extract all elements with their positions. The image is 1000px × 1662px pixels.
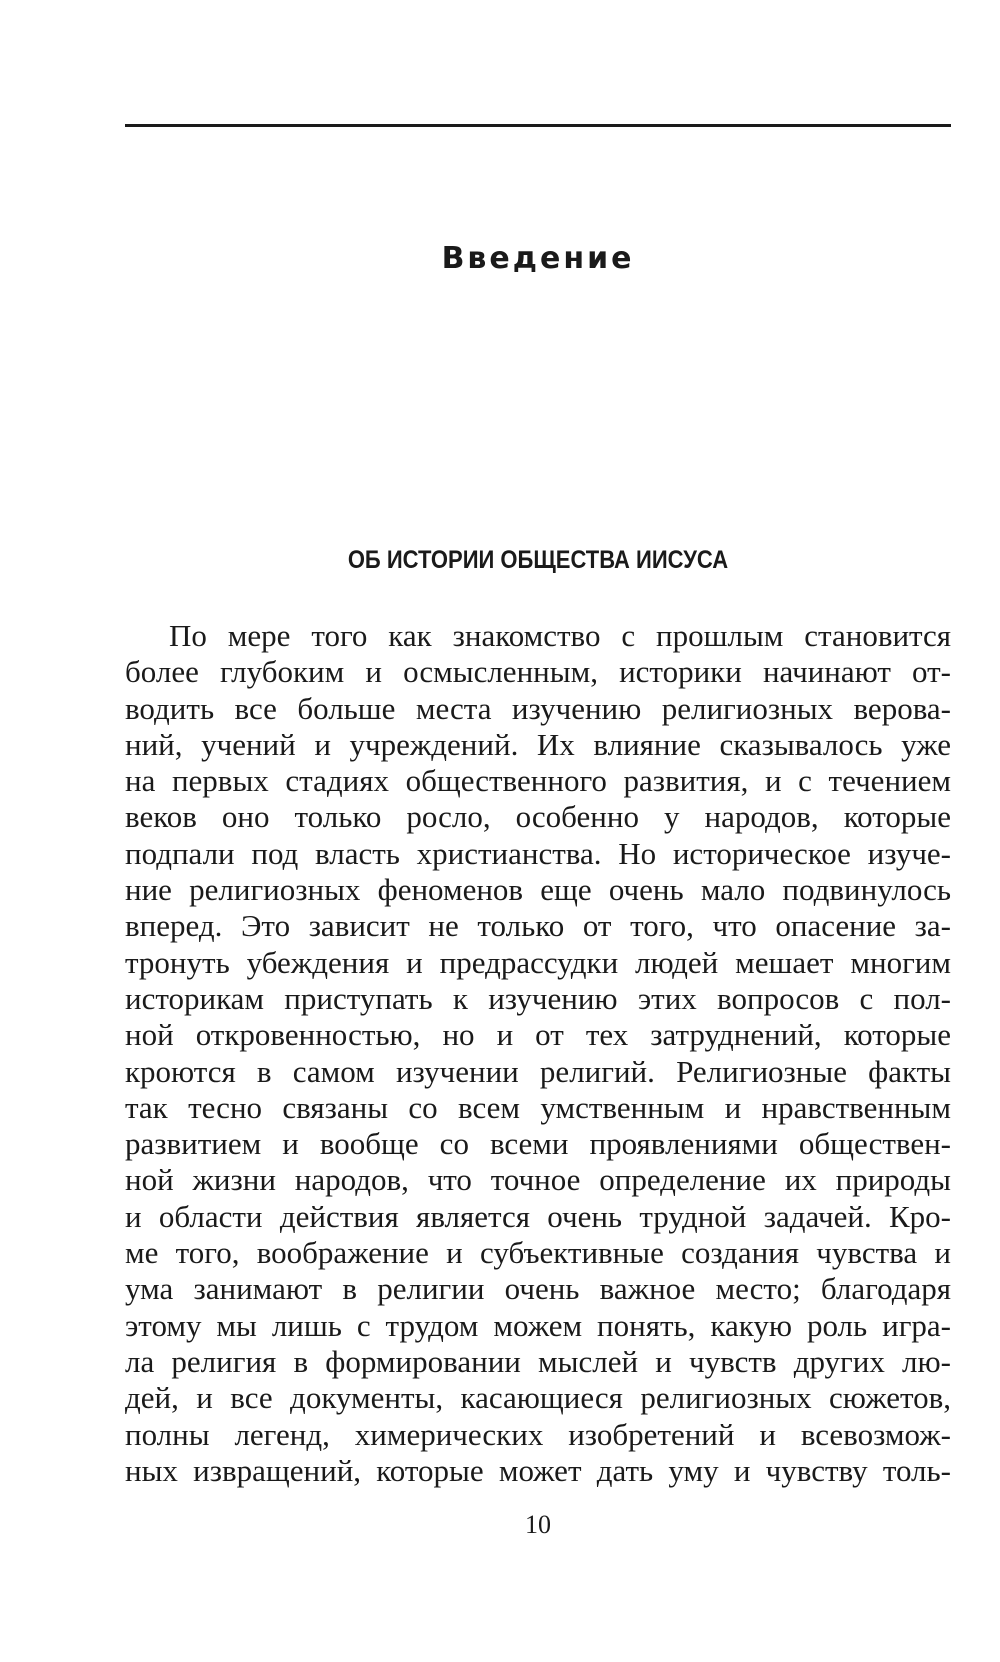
page-number: 10 — [525, 1510, 551, 1539]
text-line: дей, и все документы, касающиеся религиозных сюжетов, — [125, 1380, 951, 1416]
text-line: историкам приступать к изучению этих вопросов с пол- — [125, 980, 951, 1016]
text-line: ума занимают в религии очень важное место; благодаря — [125, 1271, 951, 1307]
text-line: веков оно только росло, особенно у народов, которые — [125, 799, 951, 835]
body-paragraph — [125, 618, 951, 1489]
text-line: полны легенд, химерических изобретений и всевозмож- — [125, 1416, 951, 1452]
text-line: ний, учений и учреждений. Их влияние сказывалось уже — [125, 726, 951, 762]
text-line: водить все больше места изучению религиозных верова- — [125, 690, 951, 726]
text-line: подпали под власть христианства. Но историческое изуче- — [125, 835, 951, 871]
text-line: ме того, воображение и субъективные создания чувства и — [125, 1235, 951, 1271]
text-line: ных извращений, которые может дать уму и чувству толь- — [125, 1452, 951, 1488]
text-line: более глубоким и осмысленным, историки начинают от- — [125, 654, 951, 690]
text-line: так тесно связаны со всем умственным и нравственным — [125, 1089, 951, 1125]
section-title: ОБ ИСТОРИИ ОБЩЕСТВА ИИСУСА — [347, 546, 729, 574]
header-rule — [125, 124, 951, 127]
text-line: и области действия является очень трудной задачей. Кро- — [125, 1198, 951, 1234]
text-line: ла религия в формировании мыслей и чувств других лю- — [125, 1343, 951, 1379]
text-line: ной жизни народов, что точное определение их природы — [125, 1162, 951, 1198]
text-line: кроются в самом изучении религий. Религиозные факты — [125, 1053, 951, 1089]
text-line: этому мы лишь с трудом можем понять, какую роль игра- — [125, 1307, 951, 1343]
text-line: ной откровенностью, но и от тех затруднений, которые — [125, 1017, 951, 1053]
text-line: развитием и вообще со всеми проявлениями обществен- — [125, 1126, 951, 1162]
text-line: вперед. Это зависит не только от того, что опасение за- — [125, 908, 951, 944]
text-line: тронуть убеждения и предрассудки людей мешает многим — [125, 944, 951, 980]
chapter-title: Введение — [441, 241, 635, 276]
text-line: По мере того как знакомство с прошлым становится — [169, 618, 951, 653]
text-line: на первых стадиях общественного развития, и с течением — [125, 763, 951, 799]
text-line: ние религиозных феноменов еще очень мало подвинулось — [125, 872, 951, 908]
